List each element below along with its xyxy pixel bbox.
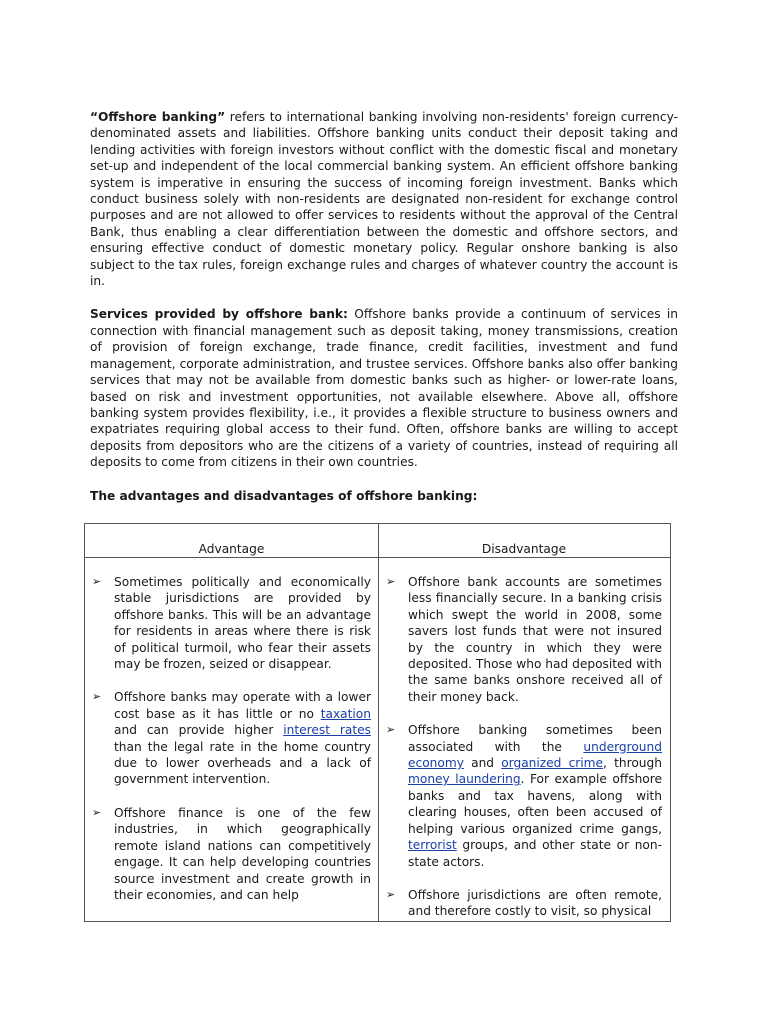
disadvantage-text: and: [463, 756, 502, 771]
advantage-text: Offshore finance is one of the few industries, in which geographically remote island nations can competitively engage. It can help developing countries source investment and create growth in their economies, and can help: [114, 805, 371, 902]
advantage-item: [92, 574, 371, 672]
arrow-bullet-icon: ➢: [386, 575, 396, 588]
advantage-text: Offshore banks may operate with a lower cost base as it has little or no: [114, 690, 371, 721]
underground-economy-link[interactable]: underground economy: [408, 739, 662, 771]
advantage-column: [85, 524, 379, 921]
arrow-bullet-icon: ➢: [92, 690, 102, 704]
services-label: Services provided by offshore bank:: [90, 307, 348, 322]
intro-text: refers to international banking involving non-residents' foreign currency-denominated assets and liabilities. Offshore banking units conduct their deposit taking and lending activities with foreign investors without conflict with the domestic fiscal and monetary set-up and independent of the local commercial banking system. An efficient offshore banking system is imperative in ensuring the success of incoming foreign investment. Banks which conduct business solely with non-residents are designated non-resident for exchange control purposes and are not allowed to offer services to residents without the approval of the Central Bank, thus enabling a clear differentiation between the domestic and offshore sectors, and ensuring effective conduct of domestic monetary policy. Regular onshore banking is also subject to the tax rules, foreign exchange rules and charges of whatever country the account is in.: [90, 110, 678, 289]
advantage-item: [92, 805, 371, 903]
disadvantage-text: . For example offshore banks and tax havens, along with clearing houses, often been accused of helping various organized crime gangs,: [408, 772, 662, 836]
arrow-bullet-icon: ➢: [92, 805, 102, 819]
disadvantage-text: Offshore banking sometimes been associated with the: [408, 723, 662, 754]
disadvantage-item: [386, 887, 662, 920]
intro-term: “Offshore banking”: [90, 110, 226, 124]
interest-rates-link[interactable]: interest rates: [283, 723, 371, 738]
disadvantage-text: Offshore jurisdictions are often remote, and therefore costly to visit, so physical: [408, 887, 662, 919]
money-laundering-link[interactable]: money laundering: [408, 772, 521, 787]
disadvantage-text: groups, and other state or non-state actors.: [408, 838, 662, 869]
disadvantage-column: [378, 524, 670, 921]
disadvantage-list: [378, 558, 670, 920]
advantage-text: and can provide higher: [114, 723, 284, 738]
disadvantage-item: [386, 722, 662, 870]
advantage-list: [85, 558, 378, 903]
disadvantage-text: Offshore bank accounts are sometimes less financially secure. In a banking crisis which swept the world in 2008, some savers lost funds that were not insured by the country in which they were deposited. Those who had deposited with the same banks onshore received all of their money back.: [408, 575, 663, 704]
terrorist-link[interactable]: terrorist: [408, 838, 457, 853]
arrow-bullet-icon: ➢: [386, 887, 396, 901]
arrow-bullet-icon: ➢: [386, 723, 396, 737]
services-paragraph: [90, 306, 678, 470]
disadvantage-text: , through: [603, 756, 662, 771]
section-heading: The advantages and disadvantages of offshore banking:: [90, 488, 478, 503]
disadvantage-item: [386, 574, 662, 705]
advantage-item: [92, 689, 371, 787]
advantage-text: Sometimes politically and economically stable jurisdictions are provided by offshore banks. This will be an advantage for residents in areas where there is risk of political turmoil, who fear their assets may be frozen, seized or disappear.: [114, 575, 371, 672]
document-body: [90, 109, 678, 504]
advantage-text: than the legal rate in the home country due to lower overheads and a lack of government intervention.: [114, 739, 371, 787]
organized-crime-link[interactable]: organized crime: [501, 756, 604, 771]
pros-cons-table: [84, 523, 671, 922]
intro-paragraph: [90, 109, 678, 289]
taxation-link[interactable]: taxation: [320, 706, 371, 721]
services-text: Offshore banks provide a continuum of services in connection with financial management such as deposit taking, money transmissions, creation of provision of foreign exchange, trade finance, credit facilities, investment and fund management, corporate administration, and trustee services. Offshore banks also offer banking services that may not be available from domestic banks such as higher- or lower-rate loans, based on risk and investment opportunities, not available elsewhere. Above all, offshore banking system provides flexibility, i.e., it provides a flexible structure to business owners and expatriates requiring global access to their fund. Often, offshore banks are willing to accept deposits from depositors who are the citizens of a variety of countries, instead of requiring all deposits to come from citizens in their own countries.: [90, 307, 679, 470]
disadvantage-header: Disadvantage: [378, 524, 670, 558]
advantage-header: Advantage: [85, 524, 378, 558]
arrow-bullet-icon: ➢: [92, 575, 102, 588]
